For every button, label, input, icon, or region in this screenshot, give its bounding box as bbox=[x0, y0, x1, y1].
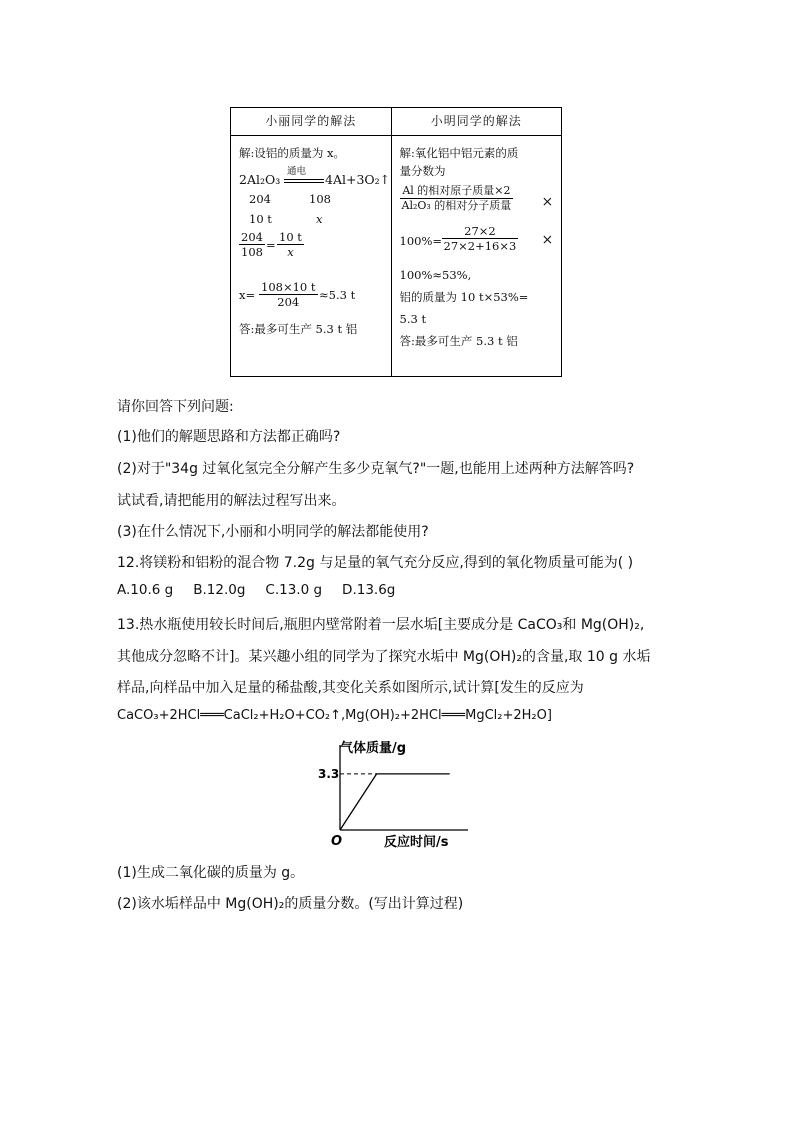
xiaoli-answer: 答:最多可生产 5.3 t 铝 bbox=[239, 322, 358, 336]
question-13-line-4: CaCO₃+2HCl═══CaCl₂+H₂O+CO₂↑,Mg(OH)₂+2HCl═══MgCl₂+2H₂O] bbox=[117, 708, 552, 723]
formula-den: Al₂O₃ 的相对分子质量 bbox=[401, 198, 512, 212]
option-d: D.13.6g bbox=[342, 582, 396, 598]
mw-aluminum: 108 bbox=[309, 192, 331, 206]
ratio-fraction-2 bbox=[277, 230, 304, 260]
option-a: A.10.6 g bbox=[117, 582, 174, 598]
y-tick-3-3: 3.3 bbox=[318, 766, 340, 781]
x-fraction bbox=[259, 280, 318, 310]
xiaoli-line-1: 解:设铝的质量为 x。 bbox=[239, 146, 346, 160]
question-12-options bbox=[117, 582, 395, 598]
origin-label: O bbox=[331, 834, 343, 849]
ratio-num-2: 10 t bbox=[279, 230, 302, 244]
equation-reactant: 2Al₂O₃ bbox=[239, 172, 281, 187]
mw-alumina: 204 bbox=[249, 192, 271, 206]
ratio-equals: = bbox=[266, 238, 276, 252]
question-13-line-3: 样品,向样品中加入足量的稀盐酸,其变化关系如图所示,试计算[发生的反应为 bbox=[117, 680, 584, 696]
option-c: C.13.0 g bbox=[265, 582, 323, 598]
values-den: 27×2+16×3 bbox=[443, 239, 517, 254]
sub-question-13-1: (1)生成二氧化碳的质量为 g。 bbox=[117, 865, 305, 881]
gas-mass-chart bbox=[318, 735, 478, 853]
question-12: 12.将镁粉和铝粉的混合物 7.2g 与足量的氧气充分反应,得到的氧化物质量可能为( ) bbox=[117, 555, 634, 571]
solution-comparison-table bbox=[230, 107, 562, 377]
xiaoli-header: 小丽同学的解法 bbox=[231, 108, 391, 136]
xiaoli-column bbox=[231, 108, 392, 376]
values-num: 27×2 bbox=[442, 224, 519, 239]
mass-fraction-formula bbox=[400, 184, 514, 213]
reaction-arrow bbox=[284, 179, 324, 180]
x-axis-label: 反应时间/s bbox=[384, 835, 449, 850]
xiaoming-line-2: 量分数为 bbox=[399, 164, 446, 178]
xiaoming-line-7: 5.3 t bbox=[399, 312, 427, 326]
xiaoming-line-5: 100%≈53%, bbox=[399, 268, 472, 282]
mass-alumina: 10 t bbox=[249, 212, 272, 226]
sub-question-2-cont: 试试看,请把能用的解法过程写出来。 bbox=[117, 493, 346, 509]
equation-product: 4Al+3O₂↑ bbox=[325, 172, 391, 187]
sub-question-13-2: (2)该水垢样品中 Mg(OH)₂的质量分数。(写出计算过程) bbox=[117, 896, 464, 912]
x-prefix: x= bbox=[239, 288, 256, 302]
y-axis-label: 气体质量/g bbox=[340, 741, 407, 756]
reaction-arrow-2 bbox=[284, 182, 324, 183]
xiaoming-answer: 答:最多可生产 5.3 t 铝 bbox=[399, 334, 518, 348]
reaction-condition: 通电 bbox=[287, 166, 307, 177]
x-den: 204 bbox=[277, 295, 300, 310]
question-13-line-2: 其他成分忽略不计]。某兴趣小组的同学为了探究水垢中 Mg(OH)₂的含量,取 10 g 水垢 bbox=[117, 649, 651, 665]
times-1: × bbox=[541, 194, 554, 210]
times-2: × bbox=[541, 232, 554, 248]
sub-question-1: (1)他们的解题思路和方法都正确吗? bbox=[117, 429, 341, 445]
prompt-text: 请你回答下列问题: bbox=[117, 399, 234, 415]
pct-prefix: 100%= bbox=[399, 234, 443, 248]
sub-question-2: (2)对于"34g 过氧化氢完全分解产生多少克氧气?"一题,也能用上述两种方法解答吗? bbox=[117, 461, 635, 477]
x-result: ≈5.3 t bbox=[319, 288, 356, 302]
xiaoming-line-6: 铝的质量为 10 t×53%= bbox=[399, 290, 529, 304]
question-13-line-1: 13.热水瓶使用较长时间后,瓶胆内壁常附着一层水垢[主要成分是 CaCO₃和 Mg(OH)₂, bbox=[117, 617, 645, 633]
xiaoming-header: 小明同学的解法 bbox=[392, 108, 561, 136]
ratio-den-2: x bbox=[287, 245, 294, 260]
ratio-fraction-1 bbox=[239, 230, 265, 260]
xiaoming-column bbox=[392, 108, 561, 376]
x-num: 108×10 t bbox=[261, 280, 316, 294]
option-b: B.12.0g bbox=[193, 582, 246, 598]
mass-aluminum: x bbox=[316, 212, 323, 226]
co2-series-line bbox=[340, 774, 450, 830]
sub-question-3: (3)在什么情况下,小丽和小明同学的解法都能使用? bbox=[117, 524, 429, 540]
ratio-num-1: 204 bbox=[241, 230, 263, 244]
ratio-den-1: 108 bbox=[241, 245, 263, 260]
mass-fraction-values bbox=[442, 224, 519, 254]
formula-num: Al 的相对原子质量×2 bbox=[400, 184, 514, 199]
xiaoming-line-1: 解:氧化铝中铝元素的质 bbox=[399, 146, 519, 160]
